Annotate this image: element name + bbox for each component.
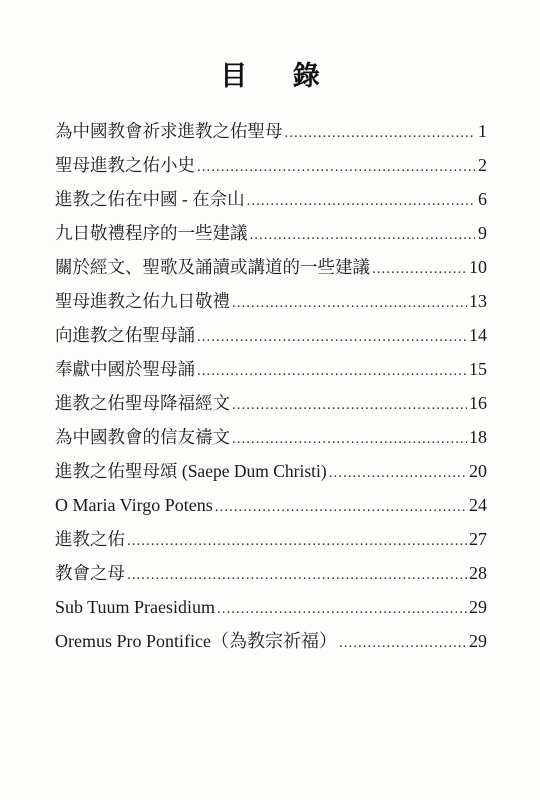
toc-entry[interactable] (55, 590, 487, 624)
toc-entry-title: 聖母進教之佑九日敬禮 (55, 291, 230, 311)
toc-entry-title: 進教之佑 (55, 529, 125, 549)
toc-leader-dots (127, 558, 467, 592)
toc-page-number: 9 (478, 223, 487, 243)
toc-entry[interactable] (55, 556, 487, 590)
toc-entry[interactable] (55, 522, 487, 556)
toc-leader-dots (215, 490, 467, 524)
toc-leader-dots (232, 388, 467, 422)
toc-entry-title: 為中國教會祈求進教之佑聖母 (55, 121, 283, 141)
toc-page-number: 1 (478, 121, 487, 141)
toc-entry[interactable] (55, 488, 487, 522)
toc-entry[interactable] (55, 284, 487, 318)
toc-page-number: 14 (469, 325, 487, 345)
toc-page-number: 27 (469, 529, 487, 549)
toc-entry[interactable] (55, 420, 487, 454)
toc-entry[interactable] (55, 216, 487, 250)
toc-page-number: 6 (478, 189, 487, 209)
toc-page-number: 29 (469, 597, 487, 617)
toc-entry-title: 進教之佑聖母頌 (Saepe Dum Christi) (55, 461, 327, 481)
toc-entry[interactable] (55, 454, 487, 488)
toc-leader-dots (339, 626, 467, 660)
toc-leader-dots (285, 116, 476, 150)
toc-entry-title: Sub Tuum Praesidium (55, 597, 216, 617)
toc-entry[interactable] (55, 352, 487, 386)
toc-page-number: 16 (469, 393, 487, 413)
toc-entry-title: O Maria Virgo Potens (55, 495, 213, 515)
toc-entry[interactable] (55, 148, 487, 182)
toc-leader-dots (247, 184, 475, 218)
toc-leader-dots (217, 592, 467, 626)
toc-entry-title: 向進教之佑聖母誦 (55, 325, 195, 345)
toc-entry-title: 關於經文、聖歌及誦讀或講道的一些建議 (55, 257, 370, 277)
toc-leader-dots (232, 286, 467, 320)
toc-entry[interactable] (55, 624, 487, 658)
toc-page-number: 29 (469, 631, 487, 651)
toc-leader-dots (127, 524, 467, 558)
toc-entry-title: Oremus Pro Pontifice（為教宗祈福） (55, 631, 337, 651)
toc-entry-title: 進教之佑在中國 - 在佘山 (55, 189, 245, 209)
toc-page-number: 10 (469, 257, 487, 277)
toc-page-number: 13 (469, 291, 487, 311)
toc-entry-title: 奉獻中國於聖母誦 (55, 359, 195, 379)
table-of-contents (55, 114, 487, 658)
toc-leader-dots (329, 456, 467, 490)
toc-entry-title: 進教之佑聖母降福經文 (55, 393, 230, 413)
toc-leader-dots (197, 320, 467, 354)
toc-leader-dots (250, 218, 476, 252)
toc-entry[interactable] (55, 318, 487, 352)
toc-entry[interactable] (55, 386, 487, 420)
toc-leader-dots (232, 422, 467, 456)
toc-entry[interactable] (55, 114, 487, 148)
toc-entry[interactable] (55, 182, 487, 216)
toc-page-number: 2 (478, 155, 487, 175)
toc-page-number: 18 (469, 427, 487, 447)
toc-leader-dots (197, 150, 475, 184)
toc-page-number: 28 (469, 563, 487, 583)
toc-leader-dots (372, 252, 467, 286)
page-title: 目 錄 (220, 61, 338, 93)
toc-entry-title: 聖母進教之佑小史 (55, 155, 195, 175)
toc-page-number: 24 (469, 495, 487, 515)
toc-entry-title: 為中國教會的信友禱文 (55, 427, 230, 447)
toc-leader-dots (197, 354, 467, 388)
toc-entry-title: 教會之母 (55, 563, 125, 583)
toc-entry[interactable] (55, 250, 487, 284)
toc-page-number: 20 (469, 461, 487, 481)
toc-entry-title: 九日敬禮程序的一些建議 (55, 223, 248, 243)
toc-page-number: 15 (469, 359, 487, 379)
